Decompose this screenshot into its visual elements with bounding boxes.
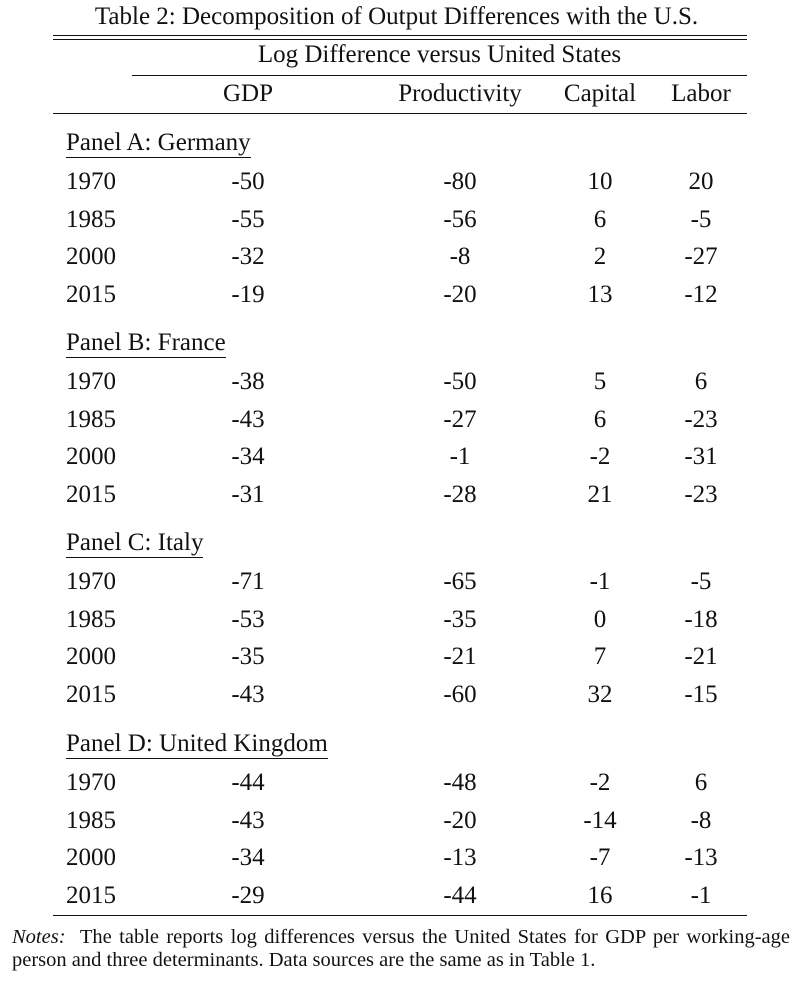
table-cell: -14 — [583, 806, 617, 834]
row-year: 1970 — [66, 168, 116, 195]
table-cell: -71 — [231, 568, 265, 595]
table-cell: -65 — [443, 568, 477, 595]
column-header: Productivity — [398, 80, 522, 107]
table-cell: 6 — [593, 205, 607, 233]
top-rule-1 — [53, 35, 747, 36]
table-cell: -60 — [443, 680, 477, 708]
table-title: Table 2: Decomposition of Output Differences with the U.S. — [94, 3, 699, 30]
table-cell: -13 — [443, 844, 477, 871]
panel-title-text: Panel A: Germany — [66, 129, 251, 156]
table-cell: -53 — [231, 605, 265, 633]
panel-title — [66, 328, 226, 358]
table-cell: 7 — [593, 643, 607, 670]
table-cell: -21 — [684, 643, 718, 670]
table-cell: -1 — [449, 443, 471, 470]
table-cell: -5 — [690, 205, 712, 233]
row-year: 2015 — [66, 881, 116, 909]
panel-title — [66, 128, 251, 158]
table-cell: -44 — [231, 769, 265, 796]
column-header: Capital — [563, 80, 637, 107]
table-cell: -43 — [231, 405, 265, 433]
row-year: 1970 — [66, 769, 116, 796]
panel-title-text: Panel B: France — [66, 329, 226, 356]
row-year: 1985 — [66, 405, 116, 433]
table-cell: -20 — [443, 280, 477, 308]
table-cell: 0 — [593, 605, 607, 633]
notes-text: The table reports log differences versus the United States for GDP per working-age person and three determinants. Data sources are the same as in Table 1. — [12, 926, 790, 971]
table-cell: -28 — [443, 480, 477, 508]
panel-title — [66, 729, 328, 759]
panel-title-text: Panel D: United Kingdom — [66, 730, 328, 757]
row-year: 1970 — [66, 368, 116, 395]
row-year: 2015 — [66, 480, 116, 508]
table-cell: -1 — [589, 568, 611, 595]
table-cell: -50 — [443, 368, 477, 395]
row-year: 2000 — [66, 643, 116, 670]
row-year: 2000 — [66, 443, 116, 470]
table-cell: -1 — [690, 881, 712, 909]
table-cell: -7 — [589, 844, 611, 871]
table-cell: 2 — [593, 243, 607, 270]
table-cell: -48 — [443, 769, 477, 796]
table-cell: 21 — [587, 480, 613, 508]
table-cell: -43 — [231, 680, 265, 708]
table-cell: 6 — [593, 405, 607, 433]
table-cell: 5 — [593, 368, 607, 395]
column-header: GDP — [222, 80, 273, 107]
super-header: Log Difference versus United States — [257, 41, 622, 68]
table-cell: -5 — [690, 568, 712, 595]
table-cell: -19 — [231, 280, 265, 308]
table-cell: -20 — [443, 806, 477, 834]
table-cell: -2 — [589, 769, 611, 796]
table-cell: -56 — [443, 205, 477, 233]
table-notes — [12, 926, 790, 972]
table-cell: -15 — [684, 680, 718, 708]
table-cell: 20 — [688, 168, 714, 195]
table-cell: -34 — [231, 443, 265, 470]
table-cell: -32 — [231, 243, 265, 270]
table-cell: -8 — [690, 806, 712, 834]
bottom-rule — [53, 915, 747, 916]
table-cell: -43 — [231, 806, 265, 834]
super-header-rule — [132, 75, 747, 76]
row-year: 1985 — [66, 806, 116, 834]
table-cell: -50 — [231, 168, 265, 195]
table-cell: -29 — [231, 881, 265, 909]
table-cell: 6 — [694, 368, 708, 395]
panel-title — [66, 528, 203, 558]
table-cell: -13 — [684, 844, 718, 871]
row-year: 2015 — [66, 280, 116, 308]
panel-title-text: Panel C: Italy — [66, 529, 204, 556]
row-year: 1985 — [66, 205, 116, 233]
table-cell: 6 — [694, 769, 708, 796]
notes-label: Notes: — [12, 926, 66, 948]
header-rule — [53, 113, 747, 114]
table-cell: -31 — [231, 480, 265, 508]
row-year: 2000 — [66, 243, 116, 270]
table-cell: -27 — [443, 405, 477, 433]
table-cell: -55 — [231, 205, 265, 233]
column-header: Labor — [671, 80, 731, 107]
table-cell: -12 — [684, 280, 718, 308]
table-cell: -38 — [231, 368, 265, 395]
table-cell: -8 — [449, 243, 471, 270]
row-year: 2000 — [66, 844, 116, 871]
table-cell: -34 — [231, 844, 265, 871]
table-cell: -18 — [684, 605, 718, 633]
row-year: 1985 — [66, 605, 116, 633]
table-cell: -27 — [684, 243, 718, 270]
table-cell: -31 — [684, 443, 718, 470]
table-cell: 13 — [587, 280, 613, 308]
table-cell: 10 — [587, 168, 613, 195]
table-cell: -35 — [443, 605, 477, 633]
table-cell: -23 — [684, 405, 718, 433]
table-cell: -80 — [443, 168, 477, 195]
table-cell: 16 — [587, 881, 613, 909]
table-cell: 32 — [587, 680, 613, 708]
table-cell: -23 — [684, 480, 718, 508]
row-year: 2015 — [66, 680, 116, 708]
table-cell: -2 — [589, 443, 611, 470]
table-cell: -44 — [443, 881, 477, 909]
row-year: 1970 — [66, 568, 116, 595]
table-cell: -21 — [443, 643, 477, 670]
table-cell: -35 — [231, 643, 265, 670]
